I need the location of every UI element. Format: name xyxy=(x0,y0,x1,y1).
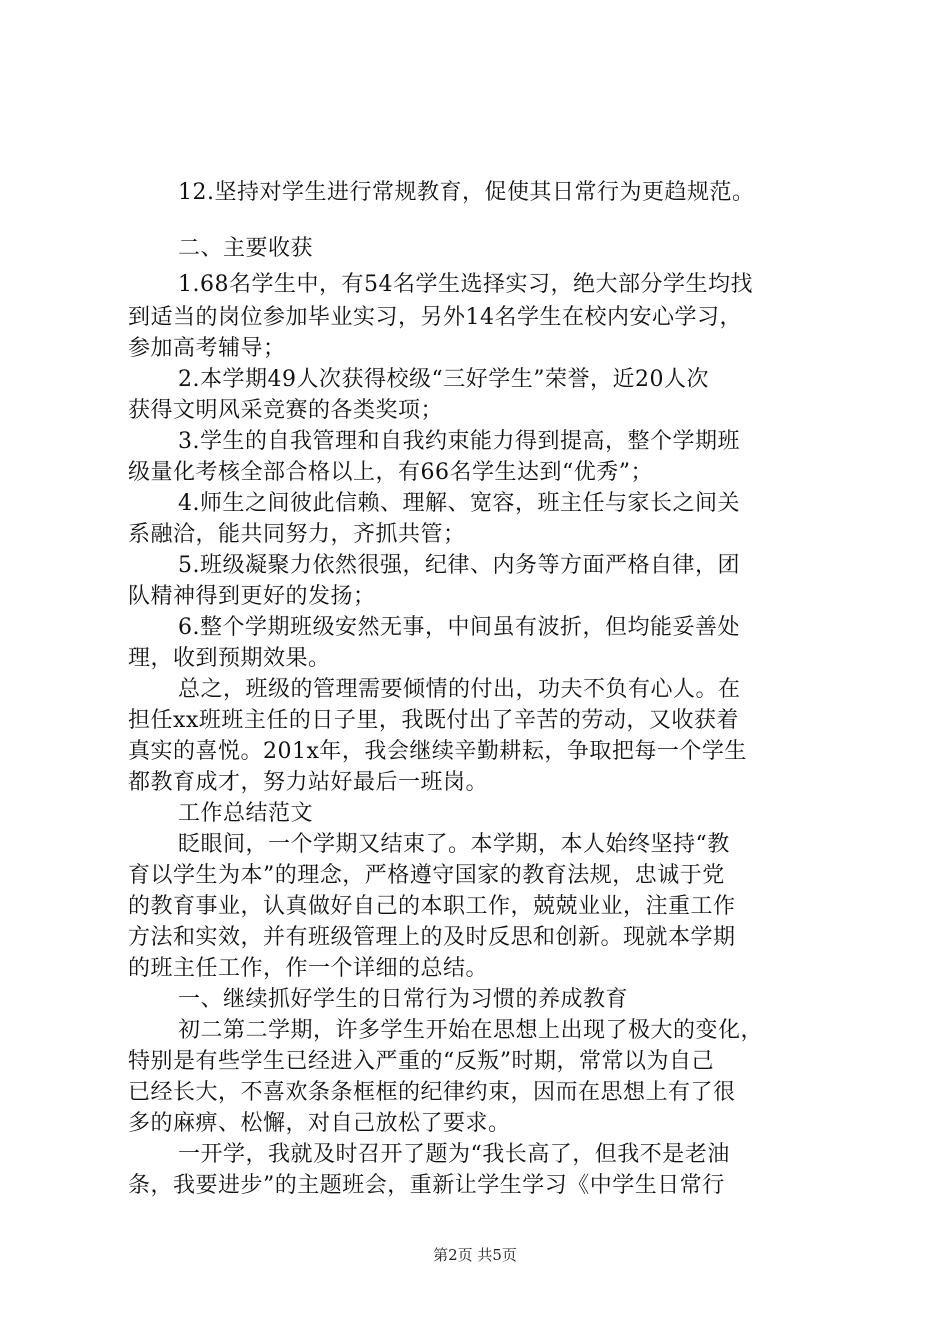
body-text-line: 1.68名学生中，有54名学生选择实习，绝大部分学生均找 xyxy=(178,272,753,297)
body-text-line: 2.本学期49人次获得校级“三好学生”荣誉，近20人次 xyxy=(178,367,709,392)
body-text-line: 都教育成才，努力站好最后一班岗。 xyxy=(128,770,489,795)
section-heading: 二、主要收获 xyxy=(178,236,314,261)
body-text-line: 理，收到预期效果。 xyxy=(128,646,331,671)
body-text-line: 级量化考核全部合格以上，有66名学生达到“优秀”； xyxy=(128,460,653,485)
body-text-line: 12.坚持对学生进行常规教育，促使其日常行为更趋规范。 xyxy=(178,180,755,205)
section-heading: 一、继续抓好学生的日常行为习惯的养成教育 xyxy=(178,987,629,1012)
body-text-line: 担任xx班班主任的日子里，我既付出了辛苦的劳动，又收获着 xyxy=(128,708,739,733)
body-text-line: 3.学生的自我管理和自我约束能力得到提高，整个学期班 xyxy=(178,429,740,454)
body-text-line: 5.班级凝聚力依然很强，纪律、内务等方面严格自律，团 xyxy=(178,553,740,578)
body-text-line: 特别是有些学生已经进入严重的“反叛”时期，常常以为自己 xyxy=(128,1049,714,1074)
body-text-line: 参加高考辅导； xyxy=(128,336,286,361)
body-text-line: 总之，班级的管理需要倾情的付出，功夫不负有心人。在 xyxy=(178,677,741,702)
body-text-line: 系融洽，能共同努力，齐抓共管； xyxy=(128,522,466,547)
body-text-line: 已经长大，不喜欢条条框框的纪律约束，因而在思想上有了很 xyxy=(128,1080,736,1105)
body-text-line: 初二第二学期，许多学生开始在思想上出现了极大的变化， xyxy=(178,1018,764,1043)
body-text-line: 获得文明风采竞赛的各类奖项； xyxy=(128,398,444,423)
body-text-line: 一开学，我就及时召开了题为“我长高了，但我不是老油 xyxy=(178,1142,730,1167)
body-text-line: 到适当的岗位参加毕业实习，另外14名学生在校内安心学习， xyxy=(128,305,742,330)
body-text-line: 真实的喜悦。201x年，我会继续辛勤耕耘，争取把每一个学生 xyxy=(128,739,747,764)
section-heading: 工作总结范文 xyxy=(178,801,314,826)
body-text-line: 育以学生为本”的理念，严格遵守国家的教育法规，忠诚于党 xyxy=(128,863,725,888)
body-text-line: 的班主任工作，作一个详细的总结。 xyxy=(128,956,489,981)
page-number-footer: 第2页 共5页 xyxy=(433,1246,517,1264)
body-text-line: 4.师生之间彼此信赖、理解、宽容，班主任与家长之间关 xyxy=(178,491,740,516)
body-text-line: 多的麻痹、松懈，对自己放松了要求。 xyxy=(128,1111,511,1136)
body-text-line: 条，我要进步”的主题班会，重新让学生学习《中学生日常行 xyxy=(128,1173,725,1198)
body-text-line: 的教育事业，认真做好自己的本职工作，兢兢业业，注重工作 xyxy=(128,894,736,919)
body-text-line: 队精神得到更好的发扬； xyxy=(128,584,376,609)
body-text-line: 方法和实效，并有班级管理上的及时反思和创新。现就本学期 xyxy=(128,925,736,950)
body-text-line: 眨眼间，一个学期又结束了。本学期，本人始终坚持“教 xyxy=(178,832,730,857)
body-text-line: 6.整个学期班级安然无事，中间虽有波折，但均能妥善处 xyxy=(178,615,740,640)
